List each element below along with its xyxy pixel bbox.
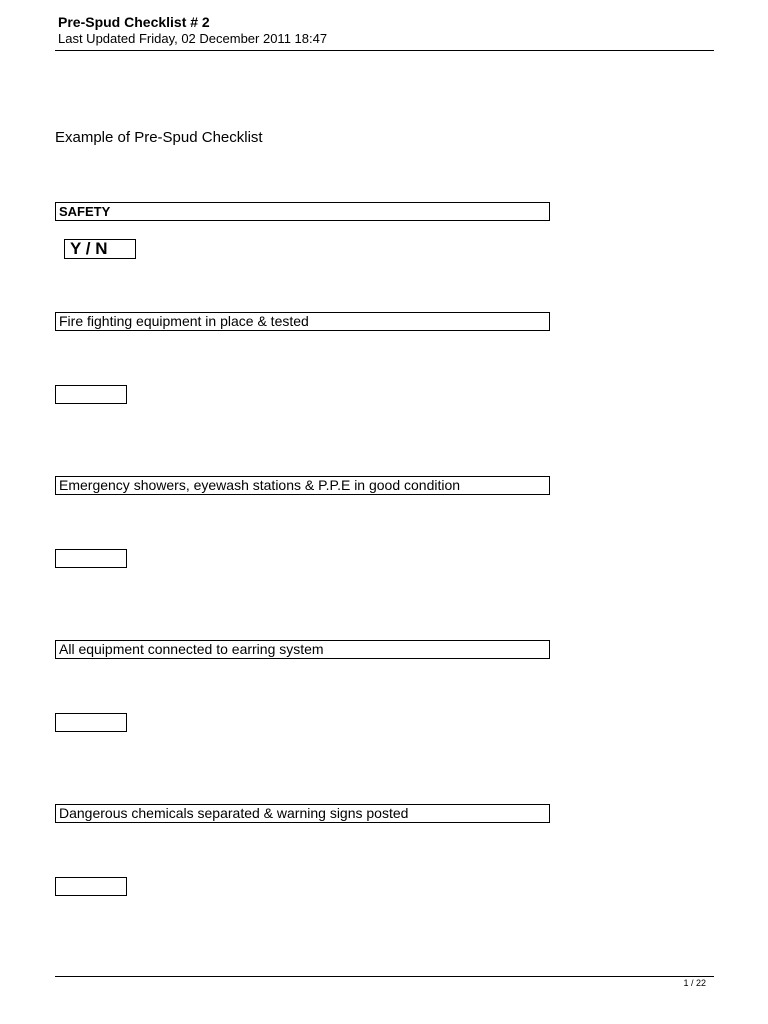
document-title: Pre-Spud Checklist # 2 — [58, 14, 210, 30]
checklist-item-label: Fire fighting equipment in place & tested — [55, 312, 550, 331]
checklist-item-label: Emergency showers, eyewash stations & P.P.E in good condition — [55, 476, 550, 495]
yes-no-header: Y / N — [64, 239, 136, 259]
checklist-item-answer-box[interactable] — [55, 385, 127, 404]
header-divider — [55, 50, 714, 51]
checklist-item-answer-box[interactable] — [55, 549, 127, 568]
checklist-item-label: All equipment connected to earring system — [55, 640, 550, 659]
page-number: 1 / 22 — [683, 978, 706, 988]
checklist-item-answer-box[interactable] — [55, 713, 127, 732]
checklist-item-answer-box[interactable] — [55, 877, 127, 896]
last-updated-text: Last Updated Friday, 02 December 2011 18:47 — [58, 31, 328, 46]
footer-divider — [55, 976, 714, 977]
section-heading-safety: SAFETY — [55, 202, 550, 221]
intro-text: Example of Pre-Spud Checklist — [55, 129, 263, 146]
checklist-item-label: Dangerous chemicals separated & warning signs posted — [55, 804, 550, 823]
